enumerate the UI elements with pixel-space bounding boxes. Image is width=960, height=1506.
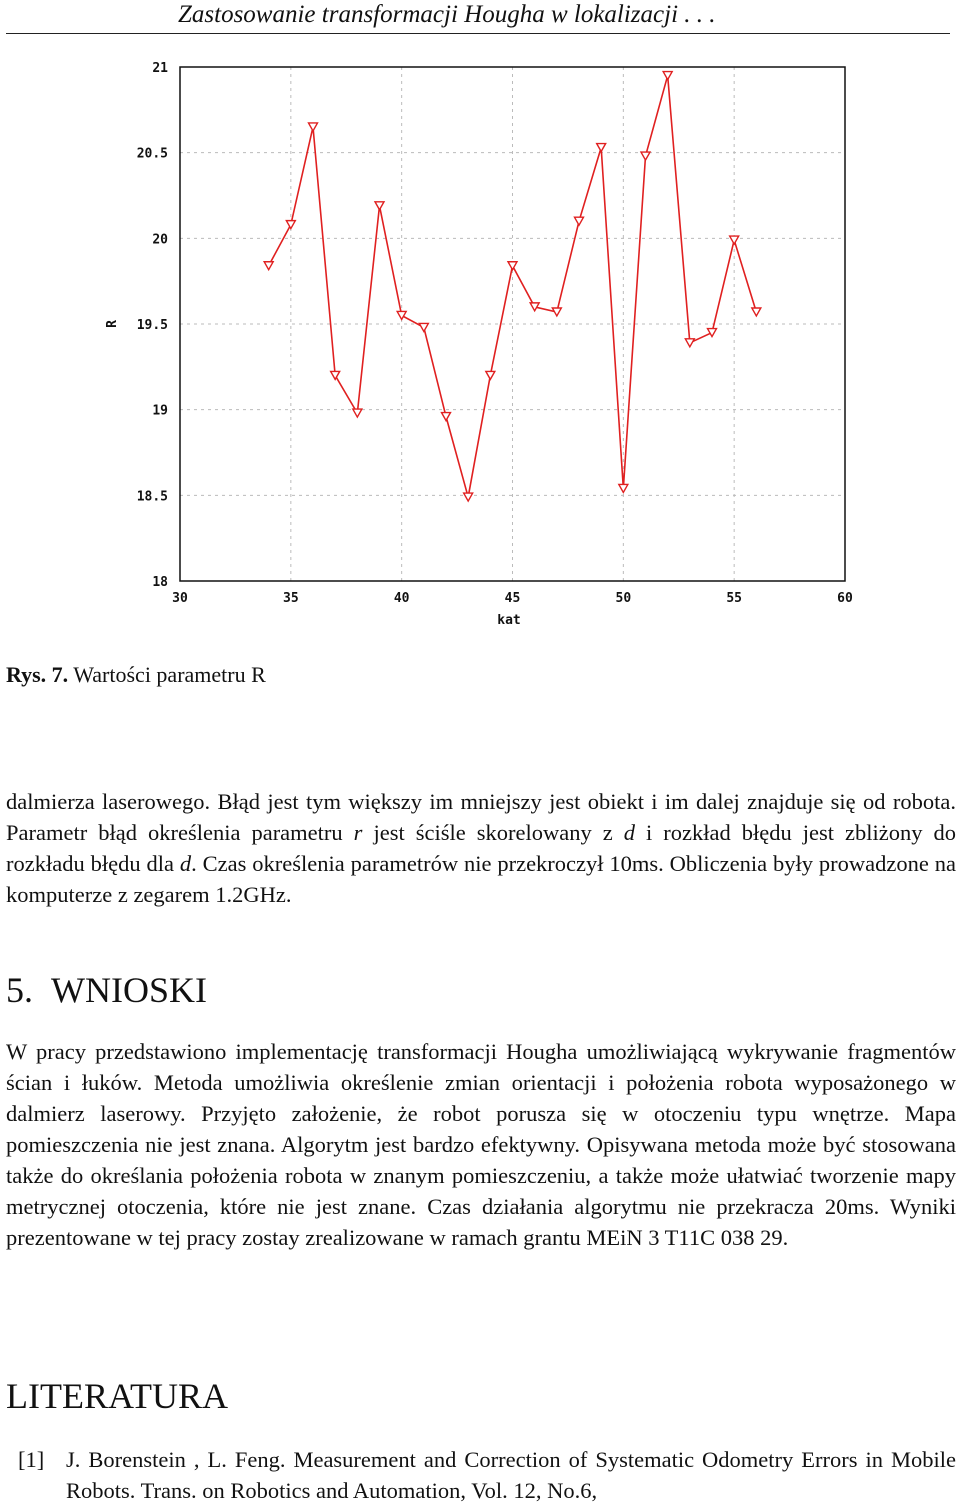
x-tick-label: 60 bbox=[837, 591, 853, 606]
chart-grid bbox=[180, 67, 845, 581]
y-tick-label: 18 bbox=[152, 575, 168, 590]
data-point-marker bbox=[442, 413, 451, 421]
paragraph-conclusions: W pracy przedstawiono implementację transformacji Hougha umożliwiającą wykrywanie fragmentów ścian i łuków. Metoda umożliwia określenie zmian orientacji i położenia robota wyposażonego w dalmierz laserowy. Przyjęto założenie, że robot porusza się w otoczeniu typu wnętrze. Mapa pomieszczenia nie jest znana. Algorytm jest bardzo efektywny. Opisywana metoda może być stosowana także do określania położenia robota w znanym pomieszczeniu, a także może ułatwiać tworzenie mapy metrycznej otoczenia, które nie jest znane. Czas działania algorytmu nie przekracza 20ms. Wyniki prezentowane w tej pracy zostay zrealizowane w ramach grantu MEiN 3 T11C 038 29. bbox=[6, 1039, 956, 1250]
data-point-marker bbox=[663, 72, 672, 80]
data-point-marker bbox=[685, 339, 694, 347]
caption-label: Rys. 7. bbox=[6, 662, 69, 687]
para1-text-2: jest ściśle skorelowany z bbox=[362, 820, 624, 845]
y-axis-label: R bbox=[105, 320, 120, 328]
section-title: WNIOSKI bbox=[51, 970, 207, 1010]
data-point-marker bbox=[486, 371, 495, 379]
reference-item bbox=[6, 1444, 956, 1506]
y-tick-label: 19.5 bbox=[136, 318, 168, 333]
caption-text: Wartości parametru R bbox=[68, 662, 266, 687]
y-tick-label: 19 bbox=[152, 403, 168, 419]
data-point-marker bbox=[286, 221, 295, 229]
y-tick-labels bbox=[137, 61, 168, 590]
x-tick-labels bbox=[172, 591, 853, 606]
y-tick-label: 20.5 bbox=[136, 146, 168, 162]
x-tick-label: 30 bbox=[172, 591, 188, 606]
data-point-marker bbox=[575, 217, 584, 225]
data-point-marker bbox=[730, 236, 739, 244]
r-parameter-chart bbox=[0, 50, 960, 640]
x-tick-label: 35 bbox=[283, 591, 299, 606]
section-number: 5. bbox=[6, 970, 33, 1010]
paragraph-measurement-error bbox=[6, 786, 956, 910]
reference-tag: [1] bbox=[18, 1447, 45, 1472]
reference-text: J. Borenstein , L. Feng. Measurement and Correction of Systematic Odometry Errors in Mobile Robots. Trans. on Robotics and Automation, Vol. 12, No.6, bbox=[66, 1447, 956, 1503]
data-point-marker bbox=[331, 371, 340, 379]
data-point-marker bbox=[309, 123, 318, 131]
data-point-marker bbox=[597, 144, 606, 152]
data-point-marker bbox=[464, 493, 473, 501]
x-tick-label: 40 bbox=[393, 591, 410, 606]
y-tick-label: 18.5 bbox=[136, 489, 168, 505]
para1-text-1: dalmierza laserowego. Błąd jest tym większy im mniejszy jest obiekt i im dalej znajduje się od robota. Parametr błąd określenia parametru bbox=[6, 789, 956, 845]
data-point-marker bbox=[508, 262, 517, 270]
x-tick-label: 55 bbox=[726, 591, 742, 606]
para1-var-d-2: d bbox=[179, 851, 192, 876]
para1-text-3: i rozkład błędu jest zbliżony do rozkładu błędu dla bbox=[6, 820, 956, 876]
data-point-marker bbox=[353, 409, 362, 417]
y-tick-label: 20 bbox=[152, 232, 168, 248]
running-head: Zastosowanie transformacji Hougha w lokalizacji . . . bbox=[178, 1, 716, 28]
header-rule bbox=[6, 33, 950, 34]
references-heading: LITERATURA bbox=[6, 1376, 228, 1416]
data-point-marker bbox=[375, 202, 384, 210]
x-axis-label: kat bbox=[497, 613, 521, 628]
figure-caption bbox=[6, 660, 266, 690]
data-point-marker bbox=[752, 308, 761, 316]
data-point-marker bbox=[641, 152, 650, 160]
section-heading-conclusions bbox=[6, 968, 207, 1012]
para1-var-r: r bbox=[353, 820, 363, 845]
data-point-marker bbox=[708, 329, 717, 337]
x-tick-label: 45 bbox=[504, 591, 521, 606]
data-point-marker bbox=[264, 262, 273, 270]
x-tick-label: 50 bbox=[615, 591, 632, 606]
y-tick-label: 21 bbox=[152, 61, 168, 76]
data-point-marker bbox=[397, 311, 406, 319]
data-point-marker bbox=[419, 323, 428, 331]
para1-var-d: d bbox=[623, 820, 635, 845]
para1-text-4: . Czas określenia parametrów nie przekroczył 10ms. Obliczenia były prowadzone na komputerze z zegarem 1.2GHz. bbox=[6, 851, 956, 907]
data-point-marker bbox=[619, 484, 628, 492]
